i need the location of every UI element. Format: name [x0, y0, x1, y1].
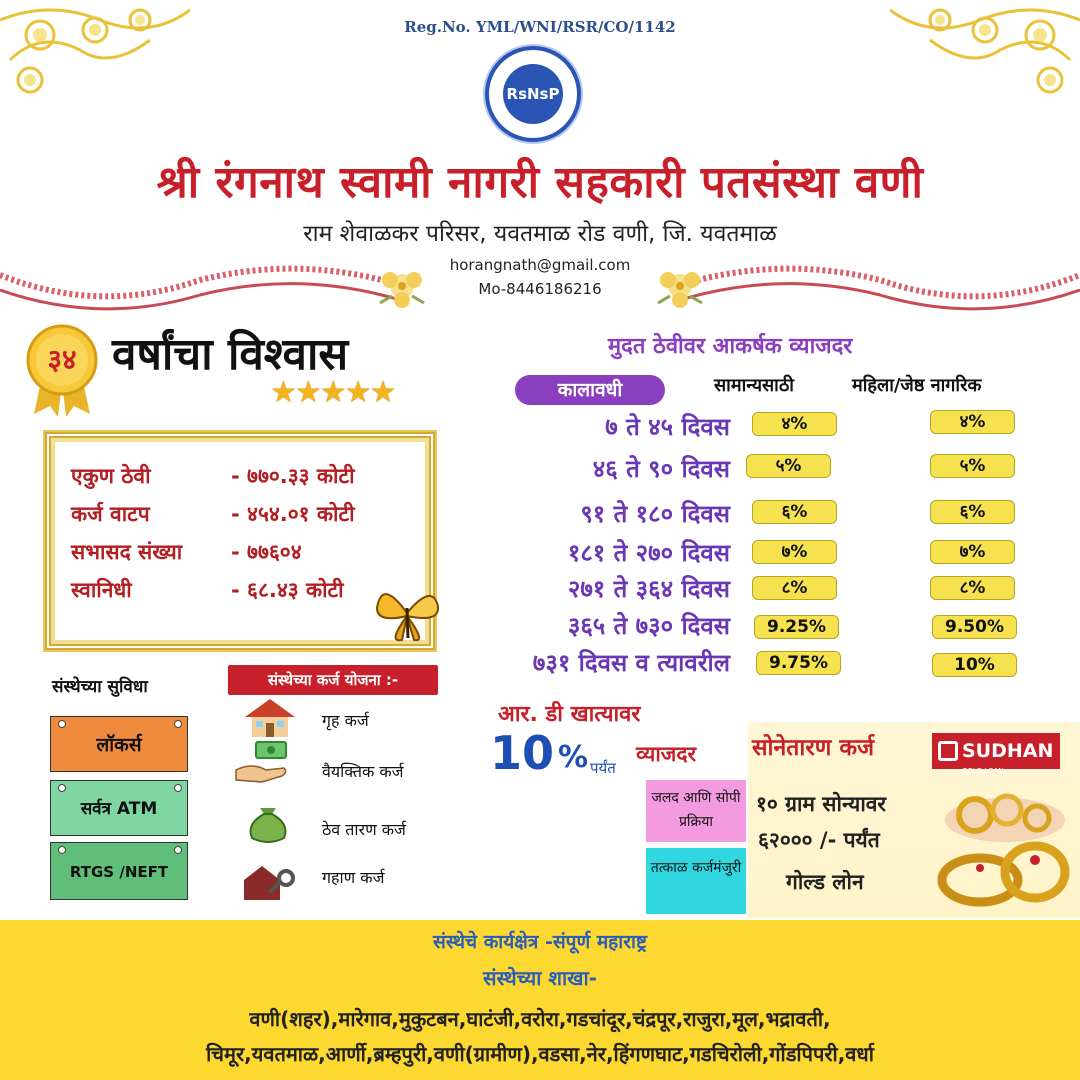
money-hand-icon: [232, 740, 292, 785]
contact-mobile[interactable]: Mo-8446186216: [478, 280, 602, 298]
house-icon: [240, 695, 300, 740]
gold-jewellery-icon: [925, 780, 1075, 915]
fd-period: १८१ ते २७० दिवस: [567, 539, 730, 567]
society-title: श्री रंगनाथ स्वामी नागरी सहकारी पतसंस्था वणी: [156, 157, 924, 208]
senior-header: महिला/जेष्ठ नागरिक: [852, 375, 982, 396]
gold-loan-line-2: ६२००० /- पर्यंत: [758, 828, 880, 852]
fd-rate-general: 9.25%: [754, 615, 839, 639]
nail-icon: [58, 846, 66, 854]
loan-home: गृह कर्ज: [322, 711, 369, 730]
gold-loan-title: सोनेतारण कर्ज: [752, 735, 875, 761]
fd-rate-senior: ६%: [930, 500, 1015, 524]
house-key-icon: [240, 860, 300, 905]
rd-title: आर. डी खात्यावर: [498, 702, 641, 727]
stat-row: [71, 462, 429, 500]
swag-decoration-left-icon: [0, 255, 400, 315]
footer-branches-title: संस्थेच्या शाखा-: [483, 966, 597, 990]
nail-icon: [174, 720, 182, 728]
floral-corner-left-icon: [0, 0, 190, 110]
stat-row: [71, 538, 429, 576]
fd-rate-general: ५%: [746, 454, 831, 478]
facility-atm: सर्वत्र ATM: [50, 780, 188, 836]
stat-value: - ७७०.३३ कोटी: [231, 464, 355, 488]
rd-interest: व्याजदर: [636, 742, 697, 766]
fd-rate-general: ४%: [752, 412, 837, 436]
trust-tagline: वर्षांचा विश्वास: [112, 329, 349, 380]
floral-corner-right-icon: [890, 0, 1080, 110]
gold-loan-line-3: गोल्ड लोन: [786, 870, 864, 894]
fd-period: २७१ ते ३६४ दिवस: [567, 575, 730, 603]
stat-label: कर्ज वाटप: [71, 502, 150, 526]
registration-number: Reg.No. YML/WNI/RSR/CO/1142: [404, 18, 676, 36]
fd-rate-senior: 9.50%: [932, 615, 1017, 639]
loan-mortgage: गहाण कर्ज: [322, 868, 385, 887]
loan-deposit-security: ठेव तारण कर्ज: [322, 820, 406, 839]
stat-label: एकुण ठेवी: [71, 464, 151, 488]
fd-period: ७ ते ४५ दिवस: [605, 413, 730, 441]
flower-icon: [372, 258, 432, 313]
footer-branches-line-2: चिमूर,यवतमाळ,आर्णी,ब्रम्हपुरी,वणी(ग्रामीण),वडसा,नेर,हिंगणघाट,गडचिरोली,गोंडपिपरी,वर्धा: [206, 1042, 874, 1066]
fd-rate-senior: ७%: [930, 540, 1015, 564]
footer-branches-line-1: वणी(शहर),मारेगाव,मुकुटबन,घाटंजी,वरोरा,गडचांदूर,चंद्रपूर,राजुरा,मूल,भद्रावती,: [249, 1007, 831, 1031]
fd-rate-senior: 10%: [932, 653, 1017, 677]
feature-instant-approval: तत्काळ कर्जमंजुरी: [646, 848, 746, 914]
stat-label: सभासद संख्या: [71, 540, 183, 564]
stat-row: [71, 500, 429, 538]
nail-icon: [58, 784, 66, 792]
fd-period: ९१ ते १८० दिवस: [580, 500, 730, 528]
money-bag-icon: [238, 800, 298, 845]
fd-rate-general: 9.75%: [756, 651, 841, 675]
fd-period: ७३१ दिवस व त्यावरील: [532, 649, 730, 677]
facility-rtgs-neft: RTGS /NEFT: [50, 842, 188, 900]
loan-personal: वैयक्तिक कर्ज: [322, 762, 404, 781]
swag-decoration-right-icon: [680, 255, 1080, 315]
society-logo: [485, 46, 581, 142]
butterfly-icon: [372, 578, 442, 648]
stat-label: स्वानिधी: [71, 578, 132, 602]
gold-loan-line-1: १० ग्राम सोन्यावर: [756, 792, 887, 816]
loans-title: संस्थेच्या कर्ज योजना :-: [228, 665, 438, 695]
stat-value: - ६८.४३ कोटी: [231, 578, 344, 602]
fd-period: ३६५ ते ७३० दिवस: [567, 612, 730, 640]
flower-icon: [650, 258, 710, 313]
period-header: कालावधी: [515, 375, 665, 405]
sudhan-sub: GOLD LOAN: [962, 767, 1004, 775]
feature-quick-process: जलद आणि सोपी प्रक्रिया: [646, 780, 746, 842]
fd-rate-general: ७%: [752, 540, 837, 564]
rating-stars: ★★★★★: [270, 375, 395, 410]
general-header: सामान्यसाठी: [714, 375, 794, 396]
footer-jurisdiction: संस्थेचे कार्यक्षेत्र -संपूर्ण महाराष्ट्र: [433, 931, 647, 953]
logo-text: RsNsP: [503, 64, 563, 124]
nail-icon: [174, 784, 182, 792]
stat-value: - ४५४.०१ कोटी: [231, 502, 355, 526]
fd-period: ४६ ते ९० दिवस: [592, 455, 730, 483]
sudhan-logo-icon: [938, 741, 958, 761]
fd-rate-general: ६%: [752, 500, 837, 524]
rd-rate-number: 10: [490, 726, 555, 780]
society-address: राम शेवाळकर परिसर, यवतमाळ रोड वणी, जि. यवतमाळ: [303, 221, 777, 247]
nail-icon: [174, 846, 182, 854]
fd-rate-senior: ८%: [930, 576, 1015, 600]
facilities-title: संस्थेच्या सुविधा: [52, 677, 148, 697]
fd-title: मुदत ठेवीवर आकर्षक व्याजदर: [608, 334, 853, 359]
fd-rate-senior: ५%: [930, 454, 1015, 478]
nail-icon: [58, 720, 66, 728]
rd-upto: पर्यंत: [590, 759, 616, 777]
sudhan-brand: SUDHAN: [932, 733, 1060, 769]
rd-rate-symbol: %: [558, 740, 589, 775]
facility-lockers: लॉकर्स: [50, 716, 188, 772]
stat-value: - ७७६०४: [231, 540, 302, 564]
contact-email[interactable]: horangnath@gmail.com: [449, 256, 631, 274]
years-number: ३४: [47, 343, 77, 376]
fd-rate-general: ८%: [752, 576, 837, 600]
fd-rate-senior: ४%: [930, 410, 1015, 434]
